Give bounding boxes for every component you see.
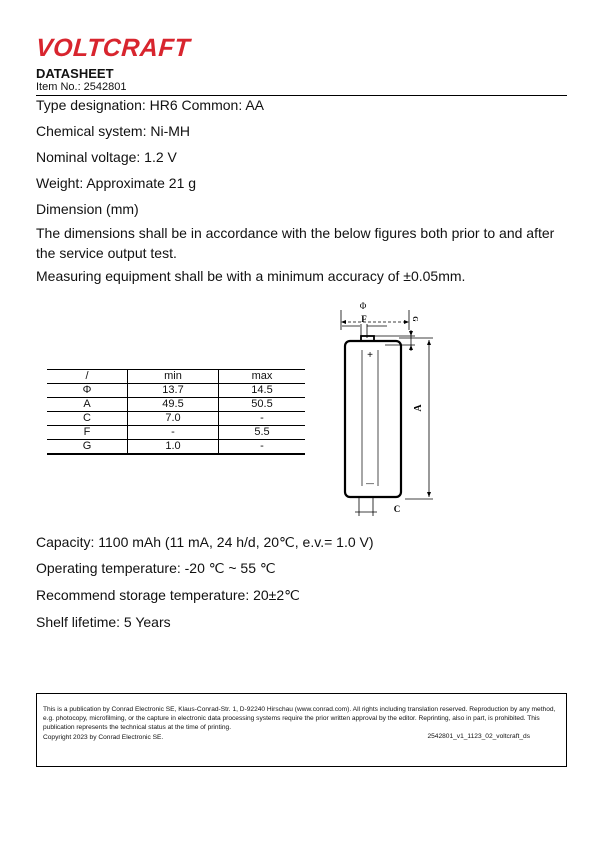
negative-symbol: — (366, 479, 374, 488)
table-cell: - (219, 440, 306, 455)
f-label: F (361, 314, 367, 324)
table-row (47, 440, 305, 455)
table-cell: - (128, 426, 219, 440)
datasheet-title: DATASHEET (36, 66, 114, 81)
nominal-voltage: Nominal voltage: 1.2 V (36, 149, 177, 165)
dimension-note: The dimensions shall be in accordance with the below figures both prior to and after the service output test. (36, 225, 555, 261)
table-cell: 7.0 (128, 412, 219, 426)
table-cell: G (47, 440, 128, 455)
phi-label: Φ (359, 301, 367, 311)
table-header-cell: min (128, 370, 219, 384)
dimension-heading: Dimension (mm) (36, 201, 139, 217)
table-cell: - (219, 412, 306, 426)
table-header-cell: / (47, 370, 128, 384)
table-header-row (47, 370, 305, 384)
brand-logo: VOLTCRAFT (35, 34, 192, 62)
type-designation: Type designation: HR6 Common: AA (36, 97, 265, 113)
table-row (47, 426, 305, 440)
dimension-table (47, 369, 305, 455)
chemical-system: Chemical system: Ni-MH (36, 123, 191, 139)
footer-line: publication represents the technical status at the time of printing. (43, 724, 232, 732)
table-cell: A (47, 398, 128, 412)
table-header-cell: max (219, 370, 306, 384)
footer-line: Copyright 2023 by Conrad Electronic SE. (43, 733, 164, 741)
table-row (47, 384, 305, 398)
table-cell: 1.0 (128, 440, 219, 455)
table-cell: F (47, 426, 128, 440)
table-cell: Φ (47, 384, 128, 398)
publication-footer (36, 693, 567, 767)
c-label: C (393, 504, 401, 514)
table-cell: 49.5 (128, 398, 219, 412)
positive-symbol: + (367, 350, 373, 361)
g-label: G (411, 316, 419, 322)
item-number: Item No.: 2542801 (36, 81, 127, 93)
table-cell: 13.7 (128, 384, 219, 398)
measuring-note: Measuring equipment shall be with a minimum accuracy of ±0.05mm. (36, 268, 466, 284)
a-label: A (413, 404, 424, 412)
battery-dimension-drawing (325, 298, 435, 520)
table-cell: 50.5 (219, 398, 306, 412)
table-row (47, 398, 305, 412)
document-code: 2542801_v1_1123_02_voltcraft_ds (427, 733, 530, 740)
table-cell: 5.5 (219, 426, 306, 440)
weight: Weight: Approximate 21 g (36, 175, 197, 191)
footer-line: e.g. photocopy, microfilming, or the capture in electronic data processing systems require the prior written approval by the editor. Reprinting, also in part, is prohibited. This (43, 715, 540, 723)
shelf-lifetime: Shelf lifetime: 5 Years (36, 614, 171, 630)
storage-temperature: Recommend storage temperature: 20±2℃ (36, 587, 300, 603)
footer-line: This is a publication by Conrad Electronic SE, Klaus-Conrad-Str. 1, D-92240 Hirschau (www.conrad.com). All rights including translation reserved. Reproduction by any method, (43, 706, 556, 713)
table-cell: C (47, 412, 128, 426)
operating-temperature: Operating temperature: -20 ℃ ~ 55 ℃ (36, 560, 276, 576)
table-row (47, 412, 305, 426)
capacity: Capacity: 1100 mAh (11 mA, 24 h/d, 20℃, e.v.= 1.0 V) (36, 534, 374, 550)
table-cell: 14.5 (219, 384, 306, 398)
